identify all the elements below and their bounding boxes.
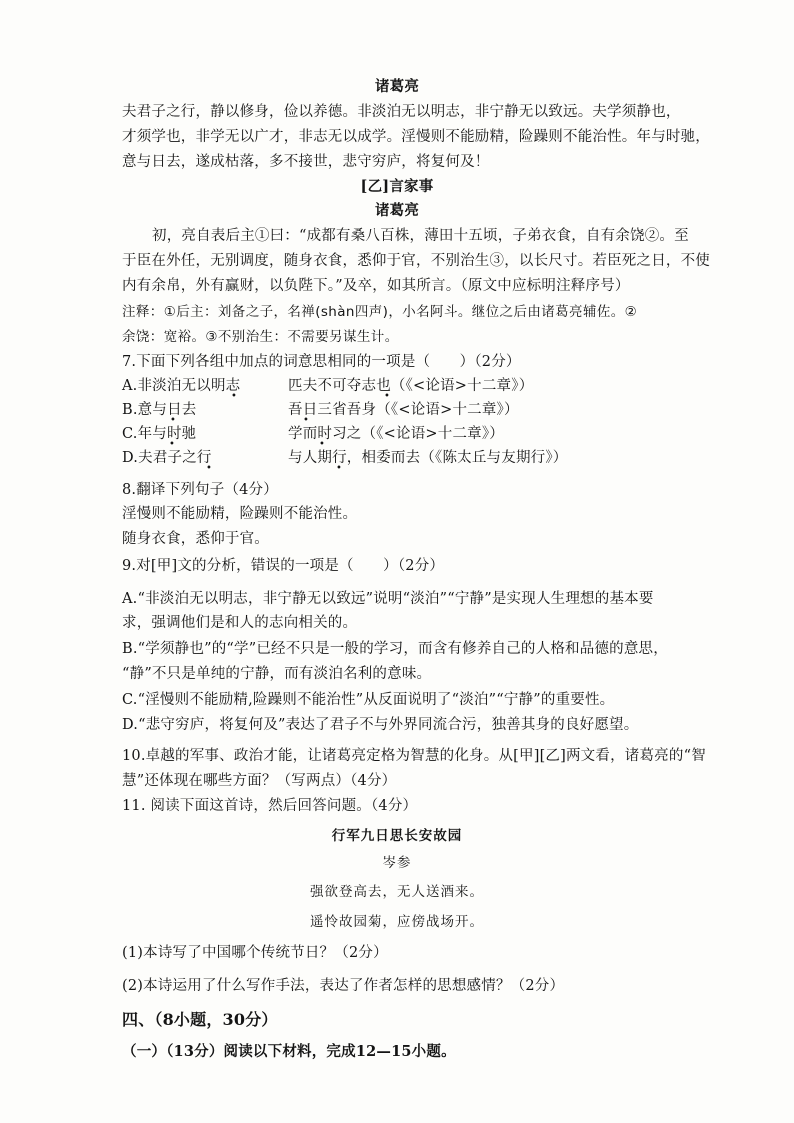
passage-yi-author: 诸葛亮 — [374, 202, 420, 219]
q7-option-a-right: 匹夫不可夺志也（《<论语>十二章》） — [288, 378, 534, 394]
passage-yi-line-1: 初，亮自表后主①曰：“成都有桑八百株，薄田十五顷，子弟衣食，自有余饶②。至 — [152, 228, 689, 244]
q9-line-5: C.“淫慢则不能励精,险躁则不能治性”从反面说明了“淡泊”“宁静”的重要性。 — [122, 692, 615, 708]
passage-yi-notes-2: 余饶：宽裕。③不别治生：不需要另谋生计。 — [122, 329, 399, 345]
emphasis-dot: • — [384, 391, 390, 402]
passage-jia-line-2: 才须学也，非学无以广才，非志无以成学。淫慢则不能励精，险躁则不能治性。年与时驰， — [122, 129, 710, 145]
emphasis-dot: • — [170, 415, 176, 426]
q11-sub-1: (1)本诗写了中国哪个传统节日？（2分） — [122, 945, 388, 961]
poem-line-1: 强欲登高去，无人送酒来。 — [310, 884, 484, 900]
q9-line-3: B.“学须静也”的“学”已经不只是一般的学习，而含有修养自己的人格和品德的意思， — [122, 641, 668, 657]
q7-stem: 7.下面下列各组中加点的词意思相同的一项是（ ）（2分） — [122, 354, 521, 370]
passage-jia-author: 诸葛亮 — [374, 78, 420, 95]
section-4-part-1: （一）（13分）阅读以下材料，完成12—15小题。 — [122, 1043, 456, 1060]
section-4-heading: 四、（8小题，30分） — [122, 1010, 278, 1029]
q7-option-a-left: A.非淡泊无以明志 — [122, 378, 241, 394]
q7-option-b-right: 吾日三省吾身（《<论语>十二章》） — [288, 402, 519, 418]
poem-author: 岑参 — [382, 855, 412, 871]
q9-stem: 9.对[甲]文的分析，错误的一项是（ ）（2分） — [122, 558, 445, 574]
q8-sentence-1: 淫慢则不能励精，险躁则不能治性。 — [122, 506, 358, 522]
passage-yi-notes-1: 注释：①后主：刘备之子，名禅(shàn四声)，小名阿斗。继位之后由诸葛亮辅佐。② — [122, 304, 638, 320]
q9-line-2: 求，强调他们是和人的志向相关的。 — [122, 615, 358, 631]
q7-option-c-right: 学而时习之（《<论语>十二章》） — [288, 426, 504, 442]
q8-stem: 8.翻译下列句子（4分） — [122, 482, 278, 498]
q7-option-d-right: 与人期行，相委而去（《陈太丘与友期行》） — [288, 450, 568, 466]
emphasis-dot: • — [169, 439, 175, 450]
passage-jia-line-3: 意与日去，遂成枯落，多不接世，悲守穷庐，将复何及！ — [122, 154, 490, 170]
q10-line-2: 慧”还体现在哪些方面？（写两点）（4分） — [122, 773, 397, 789]
q7-option-c-left: C.年与时驰 — [122, 426, 197, 442]
q10-line-1: 10.卓越的军事、政治才能，让诸葛亮定格为智慧的化身。从[甲][乙]两文看，诸葛亮的“智 — [122, 748, 706, 764]
emphasis-dot: • — [206, 463, 212, 474]
q11-stem: 11. 阅读下面这首诗，然后回答问题。（4分） — [122, 798, 418, 814]
passage-jia-line-1: 夫君子之行，静以修身，俭以养德。非淡泊无以明志，非宁静无以致远。夫学须静也， — [122, 104, 681, 120]
q9-line-6: D.“悲守穷庐，将复何及”表达了君子不与外界同流合污，独善其身的良好愿望。 — [122, 717, 639, 733]
emphasis-dot: • — [303, 415, 309, 426]
q11-sub-2: (2)本诗运用了什么写作手法，表达了作者怎样的思想感情？（2分） — [122, 978, 565, 994]
poem-line-2: 遥怜故园菊，应傍战场开。 — [310, 914, 484, 930]
passage-yi-line-2: 于臣在外任，无别调度，随身衣食，悉仰于官，不别治生③，以长尺寸。若臣死之日，不使 — [122, 253, 710, 269]
q7-option-d-left: D.夫君子之行 — [122, 450, 212, 466]
q9-line-1: A.“非淡泊无以明志，非宁静无以致远”说明“淡泊”“宁静”是实现人生理想的基本要 — [122, 591, 654, 607]
q8-sentence-2: 随身衣食，悉仰于官。 — [122, 531, 269, 547]
q7-option-b-left: B.意与日去 — [122, 402, 197, 418]
emphasis-dot: • — [336, 463, 342, 474]
emphasis-dot: • — [319, 439, 325, 450]
emphasis-dot: • — [231, 391, 237, 402]
poem-title: 行军九日思长安故园 — [331, 828, 463, 844]
passage-yi-line-3: 内有余帛，外有赢财，以负陛下。”及卒，如其所言。（原文中应标明注释序号） — [122, 278, 630, 294]
passage-yi-title: [乙]言家事 — [360, 178, 434, 195]
q9-line-4: “静”不只是单纯的宁静，而有淡泊名利的意味。 — [122, 666, 432, 682]
